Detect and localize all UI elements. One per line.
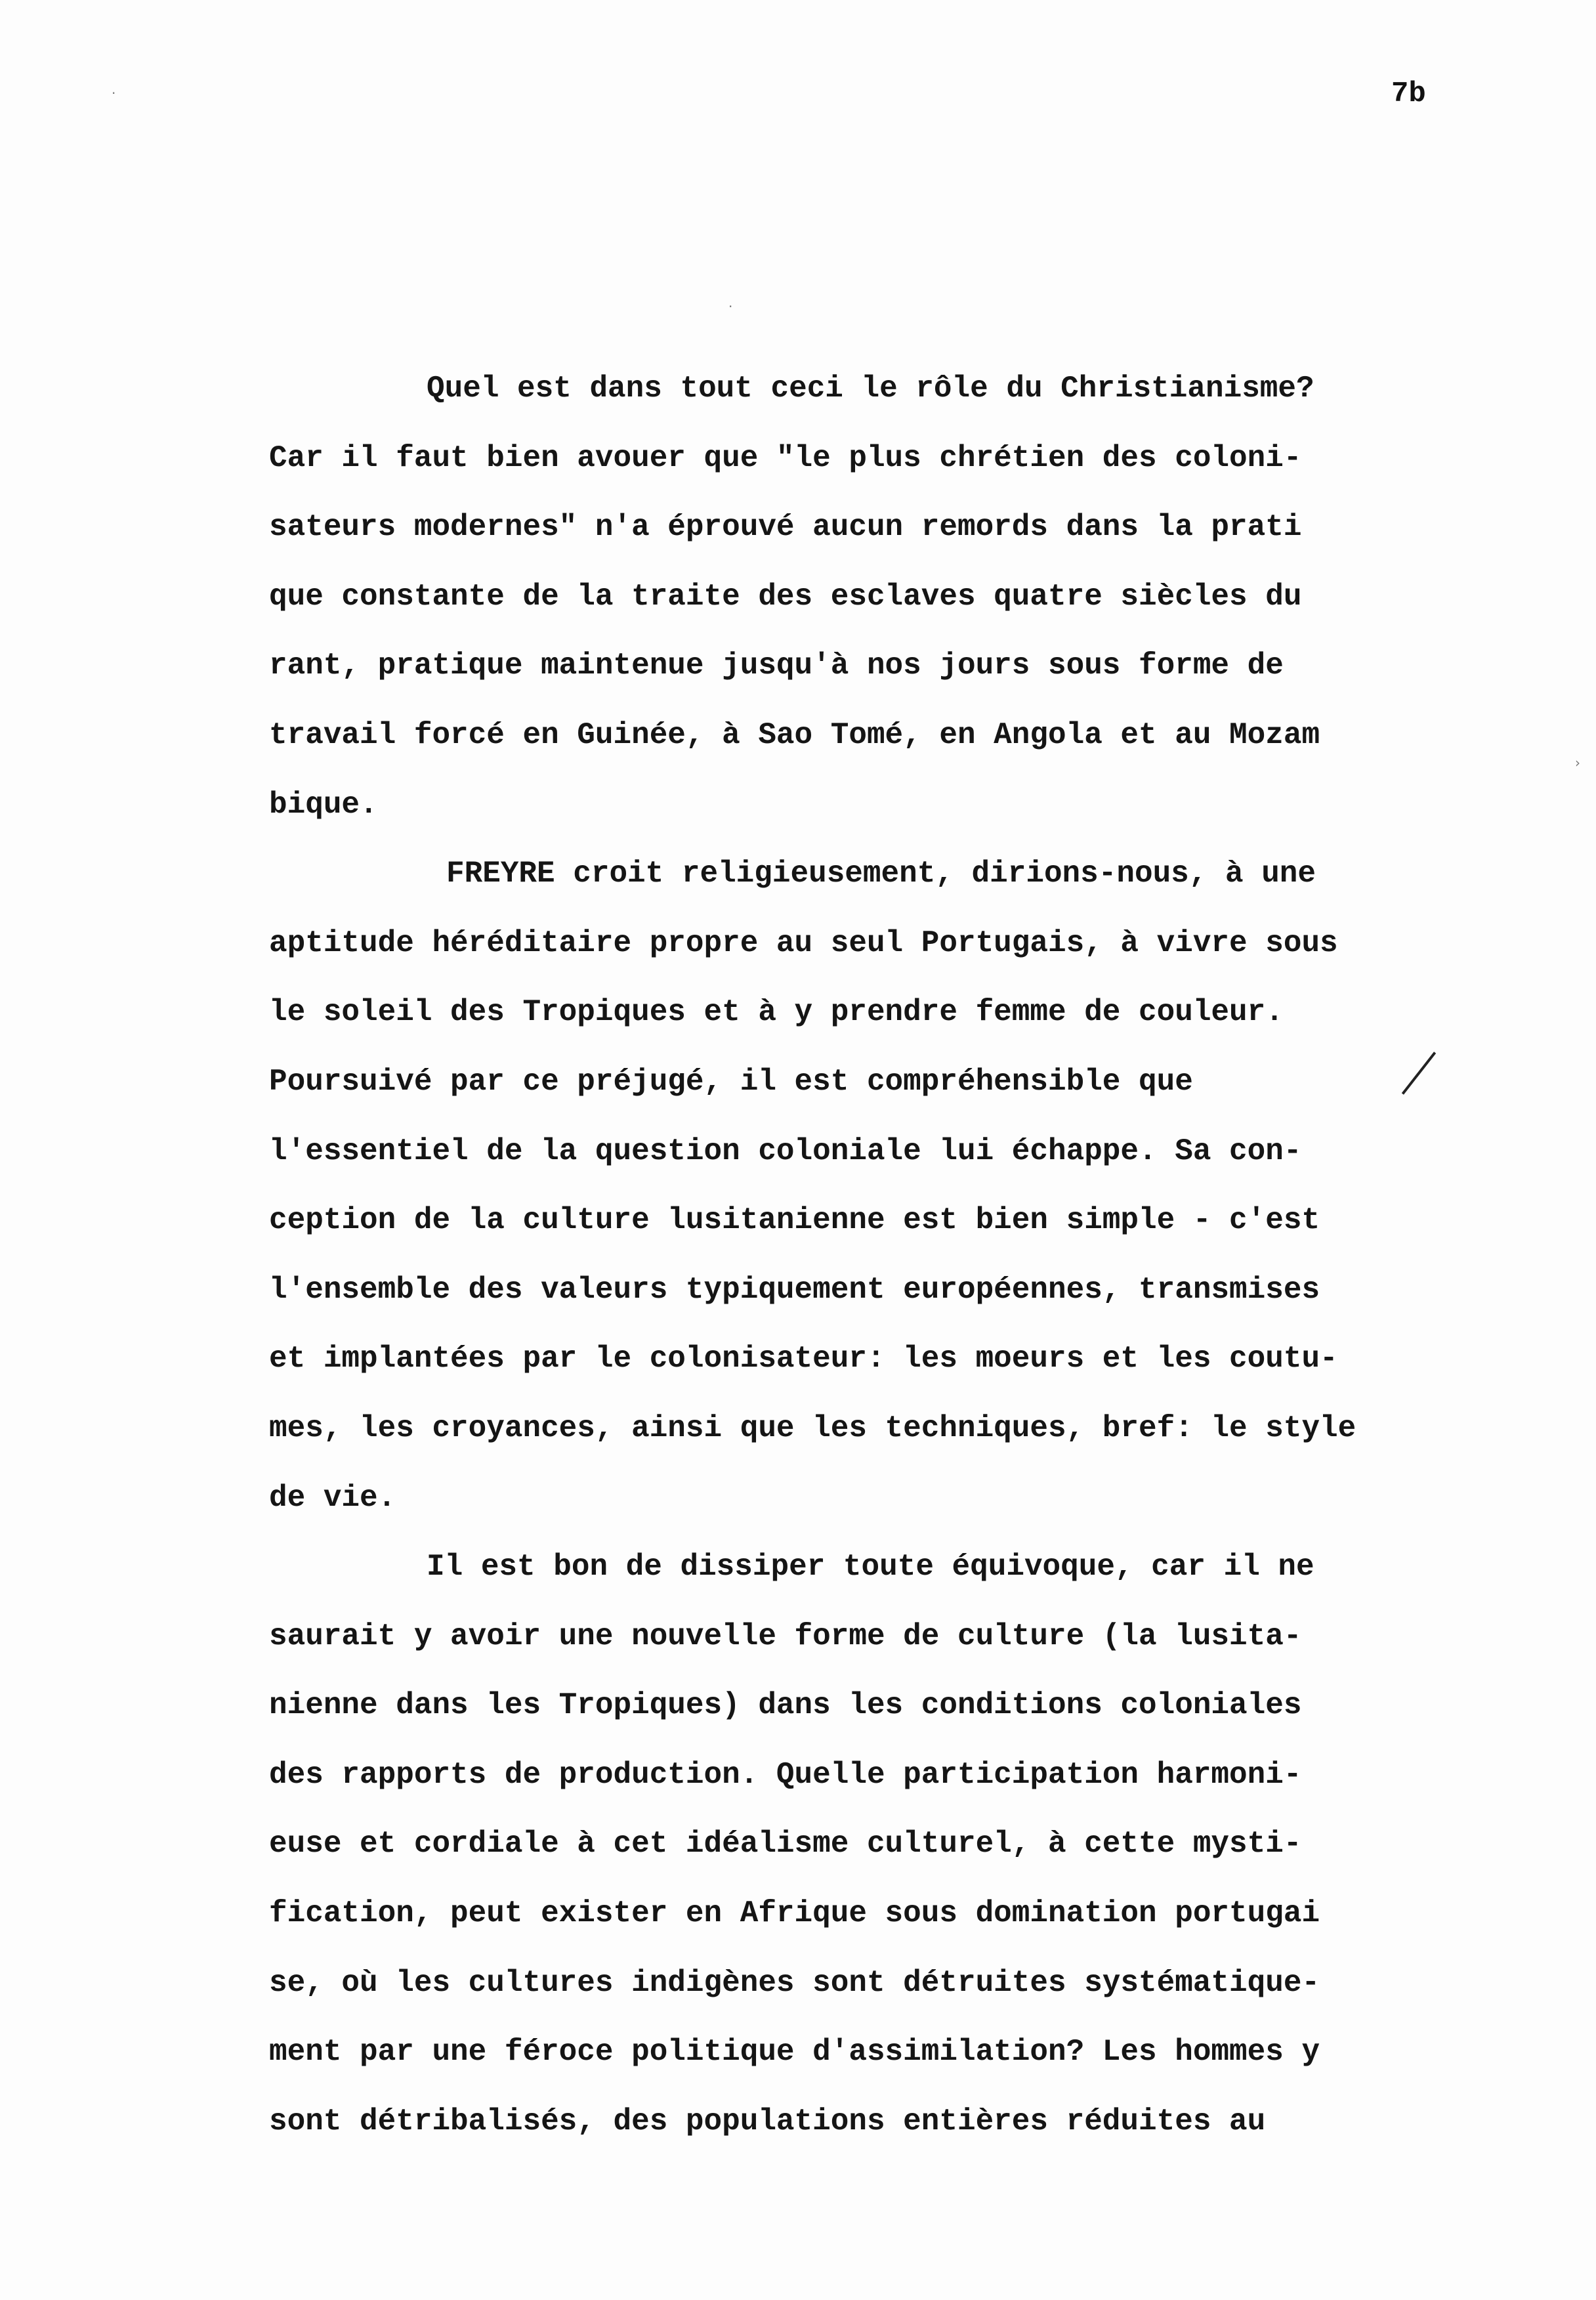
text-line: Car il faut bien avouer que "le plus chrétien des coloni- xyxy=(269,440,1302,475)
page-number: 7b xyxy=(1391,77,1426,110)
text-line: rant, pratique maintenue jusqu'à nos jours sous forme de xyxy=(269,649,1284,683)
text-line: Poursuivé par ce préjugé, il est compréhensible que xyxy=(269,1064,1193,1099)
body-text xyxy=(269,354,1450,2156)
text-line: nienne dans les Tropiques) dans les conditions coloniales xyxy=(269,1688,1302,1723)
text-line: sont détribalisés, des populations entières réduites au xyxy=(269,2104,1266,2139)
text-line: aptitude héréditaire propre au seul Portugais, à vivre sous xyxy=(269,926,1338,960)
scan-speck: › xyxy=(1575,755,1580,771)
text-line: des rapports de production. Quelle participation harmoni- xyxy=(269,1757,1302,1792)
text-line: sateurs modernes" n'a éprouvé aucun remords dans la prati xyxy=(269,510,1302,545)
text-line: le soleil des Tropiques et à y prendre femme de couleur. xyxy=(269,995,1284,1030)
text-line: et implantées par le colonisateur: les moeurs et les coutu- xyxy=(269,1342,1338,1376)
text-line: FREYRE croit religieusement, dirions-nous, à une xyxy=(446,857,1316,891)
text-line: l'ensemble des valeurs typiquement européennes, transmises xyxy=(269,1272,1320,1307)
text-line: mes, les croyances, ainsi que les techniques, bref: le style xyxy=(269,1411,1356,1445)
text-line: de vie. xyxy=(269,1480,396,1515)
text-line: travail forcé en Guinée, à Sao Tomé, en Angola et au Mozam xyxy=(269,717,1320,752)
text-line: se, où les cultures indigènes sont détruites systématique- xyxy=(269,1965,1320,2000)
text-line: que constante de la traite des esclaves quatre siècles du xyxy=(269,579,1302,614)
scan-speck: · xyxy=(728,299,733,314)
text-line: bique. xyxy=(269,787,378,822)
text-line: l'essentiel de la question coloniale lui échappe. Sa con- xyxy=(269,1134,1302,1168)
text-line: euse et cordiale à cet idéalisme culturel, à cette mysti- xyxy=(269,1827,1302,1862)
text-line: saurait y avoir une nouvelle forme de culture (la lusita- xyxy=(269,1619,1302,1653)
text-line: Il est bon de dissiper toute équivoque, car il ne xyxy=(427,1550,1314,1585)
text-line: ment par une féroce politique d'assimilation? Les hommes y xyxy=(269,2035,1320,2070)
text-line: Quel est dans tout ceci le rôle du Christianisme? xyxy=(427,372,1314,406)
scan-speck: · xyxy=(112,85,116,101)
text-line: fication, peut exister en Afrique sous domination portugai xyxy=(269,1896,1320,1931)
text-line: ception de la culture lusitanienne est bien simple - c'est xyxy=(269,1203,1320,1238)
